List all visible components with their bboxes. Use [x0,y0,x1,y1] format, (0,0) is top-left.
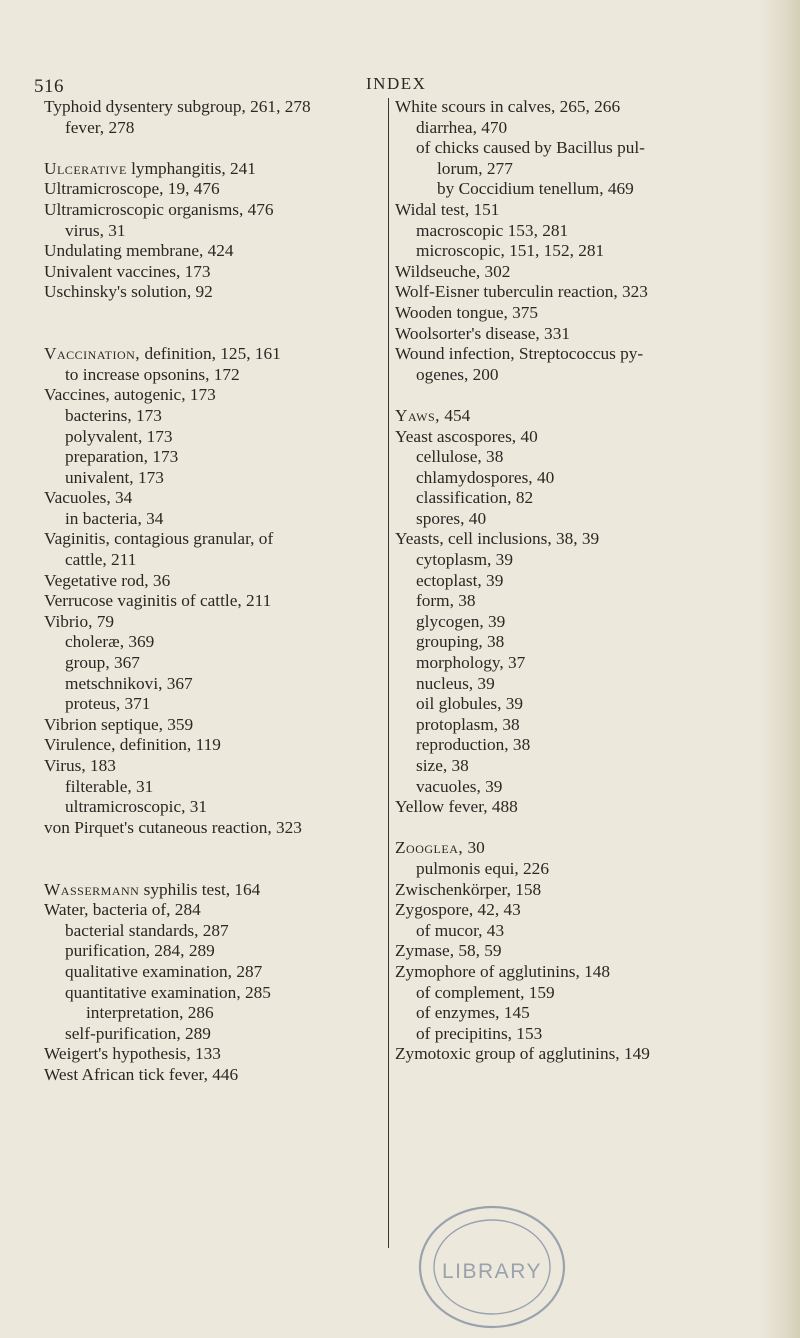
index-subentry: preparation, 173 [65,447,179,467]
index-subentry: cattle, 211 [65,550,137,570]
index-entry: Vacuoles, 34 [44,488,133,508]
index-entry: West African tick fever, 446 [44,1064,239,1084]
index-entry: Ultramicroscopic organisms, 476 [44,199,274,219]
index-entry: Zymophore of agglutinins, 148 [395,961,611,981]
index-subentry: interpretation, 286 [86,1003,214,1023]
index-entry: Yellow fever, 488 [395,797,518,817]
index-subentry: nucleus, 39 [416,673,495,693]
index-entry: Undulating membrane, 424 [44,241,234,261]
index-subentry: of chicks caused by Bacillus pul- [416,138,645,158]
index-entry: von Pirquet's cutaneous reaction, 323 [44,817,302,837]
index-entry: Weigert's hypothesis, 133 [44,1044,221,1064]
index-entry: Uschinsky's solution, 92 [44,282,213,302]
index-subentry: to increase opsonins, 172 [65,364,240,384]
index-subentry: protoplasm, 38 [416,714,520,734]
index-subentry: microscopic, 151, 152, 281 [416,241,605,261]
index-entry: White scours in calves, 265, 266 [395,97,621,116]
index-column-left [44,97,384,1086]
index-entry: Vaginitis, contagious granular, of [44,529,274,549]
index-subentry: cytoplasm, 39 [416,550,513,570]
index-subentry: reproduction, 38 [416,735,531,755]
index-entry: Vaccines, autogenic, 173 [44,385,216,405]
index-subentry: filterable, 31 [65,776,154,796]
index-subentry: self-purification, 289 [65,1023,211,1043]
page-number: 516 [34,76,64,97]
index-entry: Zooglea, 30 [395,838,485,858]
index-subentry: diarrhea, 470 [416,117,508,137]
index-subentry: proteus, 371 [65,694,151,714]
index-subentry: group, 367 [65,653,140,673]
index-subentry: ultramicroscopic, 31 [65,797,208,817]
index-subentry: ogenes, 200 [416,364,499,384]
index-subentry: choleræ, 369 [65,632,155,652]
index-subentry: fever, 278 [65,117,135,137]
index-subentry: classification, 82 [416,488,534,508]
section-head-word: Yaws, [395,405,441,425]
library-stamp [392,1195,602,1335]
index-subentry: ectoplast, 39 [416,570,504,590]
index-subentry: oil globules, 39 [416,694,524,714]
index-column-right [395,97,790,1065]
index-entry: Verrucose vaginitis of cattle, 211 [44,591,272,611]
index-entry: Virulence, definition, 119 [44,735,221,755]
entry-gap [44,324,384,345]
index-entry: Vibrion septique, 359 [44,714,194,734]
index-subentry: virus, 31 [65,220,126,240]
index-entry: Wildseuche, 302 [395,261,511,281]
index-subentry: grouping, 38 [416,632,505,652]
index-entry: Wooden tongue, 375 [395,302,539,322]
index-subentry: of precipitins, 153 [416,1023,543,1043]
index-subentry: lorum, 277 [437,158,513,178]
index-entry: Vegetative rod, 36 [44,570,171,590]
section-head-word: Zooglea, [395,838,464,858]
index-subentry: glycogen, 39 [416,611,506,631]
index-entry: Woolsorter's disease, 331 [395,323,570,343]
index-subentry: spores, 40 [416,508,487,528]
index-subentry: in bacteria, 34 [65,508,164,528]
index-entry: Wound infection, Streptococcus py- [395,344,644,364]
section-head-word: Wassermann [44,879,140,899]
entry-gap [395,385,790,406]
index-entry: Water, bacteria of, 284 [44,900,201,920]
entry-gap [44,859,384,880]
index-subentry: quantitative examination, 285 [65,982,271,1002]
index-entry: Typhoid dysentery subgroup, 261, 278 [44,97,311,116]
index-subentry: pulmonis equi, 226 [416,858,549,878]
index-entry: Ulcerative lymphangitis, 241 [44,158,256,178]
index-subentry: cellulose, 38 [416,447,504,467]
index-subentry: macroscopic 153, 281 [416,220,569,240]
entry-gap [44,303,384,324]
index-subentry: form, 38 [416,591,476,611]
index-subentry: chlamydospores, 40 [416,467,555,487]
index-entry: Yeast ascospores, 40 [395,426,538,446]
index-subentry: univalent, 173 [65,467,164,487]
index-entry: Univalent vaccines, 173 [44,261,211,281]
index-entry: Yeasts, cell inclusions, 38, 39 [395,529,600,549]
index-subentry: bacterins, 173 [65,405,162,425]
section-head-word: Vaccination, [44,344,141,364]
index-subentry: purification, 284, 289 [65,941,215,961]
running-head: INDEX [366,74,427,93]
index-entry: Wassermann syphilis test, 164 [44,879,261,899]
index-subentry: bacterial standards, 287 [65,920,229,940]
index-entry: Zwischenkörper, 158 [395,879,542,899]
entry-gap [44,838,384,859]
index-entry: Zymase, 58, 59 [395,941,502,961]
entry-gap [44,138,384,159]
section-head-word: Ulcerative [44,158,127,178]
index-subentry: of enzymes, 145 [416,1003,530,1023]
stamp-text: LIBRARY [442,1260,542,1283]
index-entry: Virus, 183 [44,756,116,775]
index-subentry: size, 38 [416,756,469,775]
index-entry: Ultramicroscope, 19, 476 [44,179,220,199]
library-stamp-seal [392,1195,602,1335]
index-subentry: by Coccidium tenellum, 469 [437,179,634,199]
index-entry: Wolf-Eisner tuberculin reaction, 323 [395,282,648,302]
index-entry: Vibrio, 79 [44,611,115,631]
index-subentry: morphology, 37 [416,653,526,673]
index-subentry: metschnikovi, 367 [65,673,193,693]
index-subentry: of complement, 159 [416,982,555,1002]
index-subentry: polyvalent, 173 [65,426,173,446]
index-subentry: vacuoles, 39 [416,776,503,796]
index-subentry: of mucor, 43 [416,920,505,940]
column-divider [388,98,389,1248]
entry-gap [395,818,790,839]
index-entry: Yaws, 454 [395,405,471,425]
index-entry: Vaccination, definition, 125, 161 [44,344,281,364]
index-entry: Zymotoxic group of agglutinins, 149 [395,1044,650,1064]
index-entry: Widal test, 151 [395,199,500,219]
index-subentry: qualitative examination, 287 [65,961,263,981]
index-entry: Zygospore, 42, 43 [395,900,521,920]
